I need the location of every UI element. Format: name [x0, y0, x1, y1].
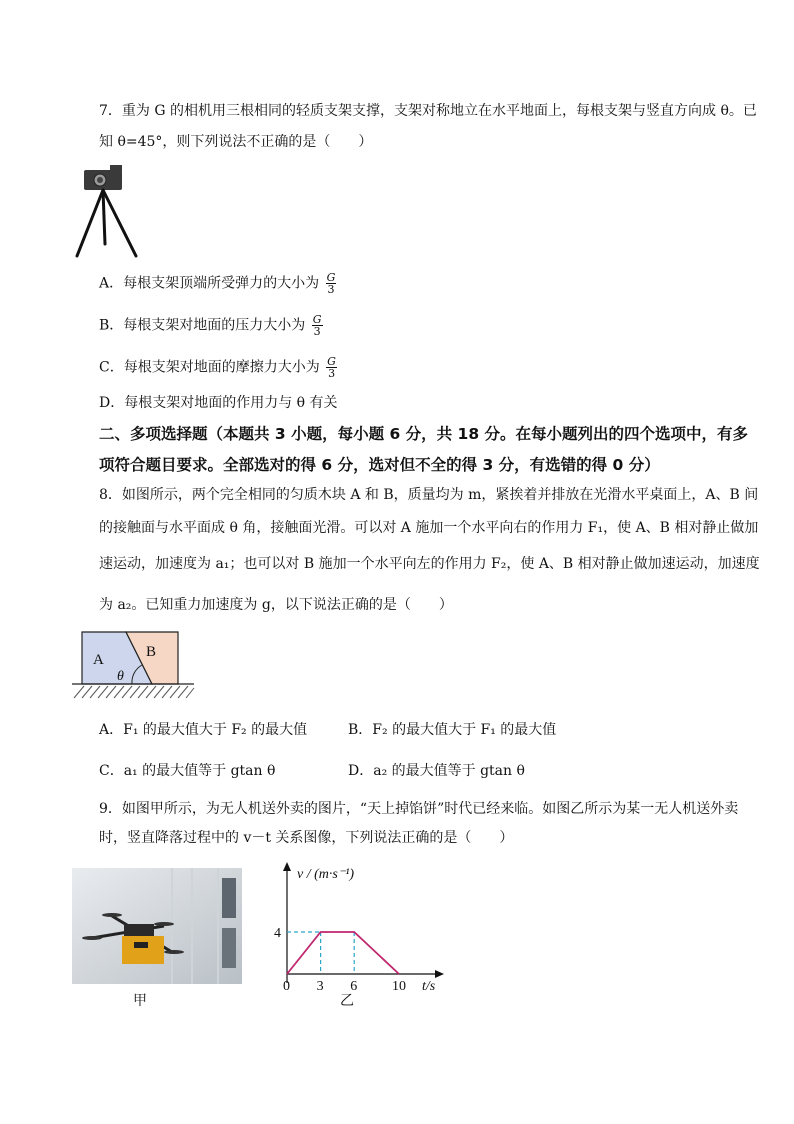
q7-option-a-text: A．每根支架顶端所受弹力的大小为	[99, 275, 320, 292]
x-axis-label: t/s	[422, 979, 436, 994]
q8-stem-line2: 的接触面与水平面成 θ 角，接触面光滑。可以对 A 施加一个水平向右的作用力 F₁，使 A、B 相对静止做加	[99, 520, 759, 536]
y-axis-label: v / (m·s⁻¹)	[297, 867, 355, 882]
caption-graph: 乙	[340, 993, 354, 1009]
q8-option-d[interactable]: D．a₂ 的最大值等于 gtan θ	[348, 763, 525, 779]
q7-option-c[interactable]	[99, 356, 337, 379]
q8-stem-line3: 速运动，加速度为 a₁；也可以对 B 施加一个水平向左的作用力 F₂，使 A、B 相对静止做加速运动，加速度	[99, 556, 760, 572]
drone-delivery-photo	[72, 868, 242, 984]
y-axis-arrow	[283, 862, 291, 871]
x-axis-arrow	[435, 970, 444, 978]
x-tick-label-0: 0	[283, 979, 290, 994]
q7-option-b-text: B．每根支架对地面的压力大小为	[99, 317, 306, 334]
caption-photo: 甲	[133, 993, 147, 1009]
series-line	[287, 932, 399, 974]
fraction-g-over-3: $\frac{G}{3}$	[326, 271, 336, 296]
tripod-camera-figure	[72, 162, 152, 260]
blocks-figure	[70, 628, 196, 704]
theta-label: θ	[117, 669, 124, 684]
fraction-g-over-3: $\frac{G}{3}$	[312, 313, 322, 338]
q8-stem-line4: 为 a₂。已知重力加速度为 g，以下说法正确的是（ ）	[99, 597, 453, 613]
x-tick-label-6: 6	[350, 979, 358, 994]
q8-option-c[interactable]: C．a₁ 的最大值等于 gtan θ	[99, 763, 276, 779]
q9-stem-line2: 时，竖直降落过程中的 v－t 关系图像，下列说法正确的是（ ）	[99, 830, 514, 846]
q9-stem-line1: 9．如图甲所示，为无人机送外卖的图片，“天上掉馅饼”时代已经来临。如图乙所示为某一无人机送外卖	[99, 801, 739, 817]
camera-icon	[84, 165, 122, 190]
q7-option-b[interactable]	[99, 314, 323, 337]
q7-option-c-text: C．每根支架对地面的摩擦力大小为	[99, 359, 320, 376]
block-b-label: B	[146, 644, 157, 660]
x-tick-label-3: 3	[316, 979, 324, 994]
tripod-legs	[77, 190, 136, 256]
q7-option-a[interactable]	[99, 272, 336, 295]
x-tick-label-10: 10	[392, 979, 406, 994]
fraction-g-over-3: $\frac{G}{3}$	[327, 355, 336, 380]
q7-option-d[interactable]: D．每根支架对地面的作用力与 θ 有关	[99, 395, 338, 411]
y-tick-label-4: 4	[274, 926, 281, 941]
q7-stem-line2: 知 θ=45°，则下列说法不正确的是（ ）	[99, 134, 373, 150]
block-a-label: A	[93, 652, 104, 668]
q8-stem-line1: 8．如图所示，两个完全相同的匀质木块 A 和 B，质量均为 m，紧挨着并排放在光滑水平桌面上，A、B 间	[99, 487, 759, 503]
vt-graph	[270, 858, 460, 1004]
section2-heading-line1: 二、多项选择题（本题共 3 小题，每小题 6 分，共 18 分。在每小题列出的四个选项中，有多	[99, 425, 749, 443]
ground-hatching	[74, 686, 194, 698]
q8-option-a[interactable]: A．F₁ 的最大值大于 F₂ 的最大值	[99, 722, 308, 738]
section2-heading-line2: 项符合题目要求。全部选对的得 6 分，选对但不全的得 3 分，有选错的得 0 分）	[99, 456, 660, 474]
q8-option-b[interactable]: B．F₂ 的最大值大于 F₁ 的最大值	[348, 722, 557, 738]
q7-stem-line1: 7．重为 G 的相机用三根相同的轻质支架支撑，支架对称地立在水平地面上，每根支架与竖直方向成 θ。已	[99, 103, 757, 119]
